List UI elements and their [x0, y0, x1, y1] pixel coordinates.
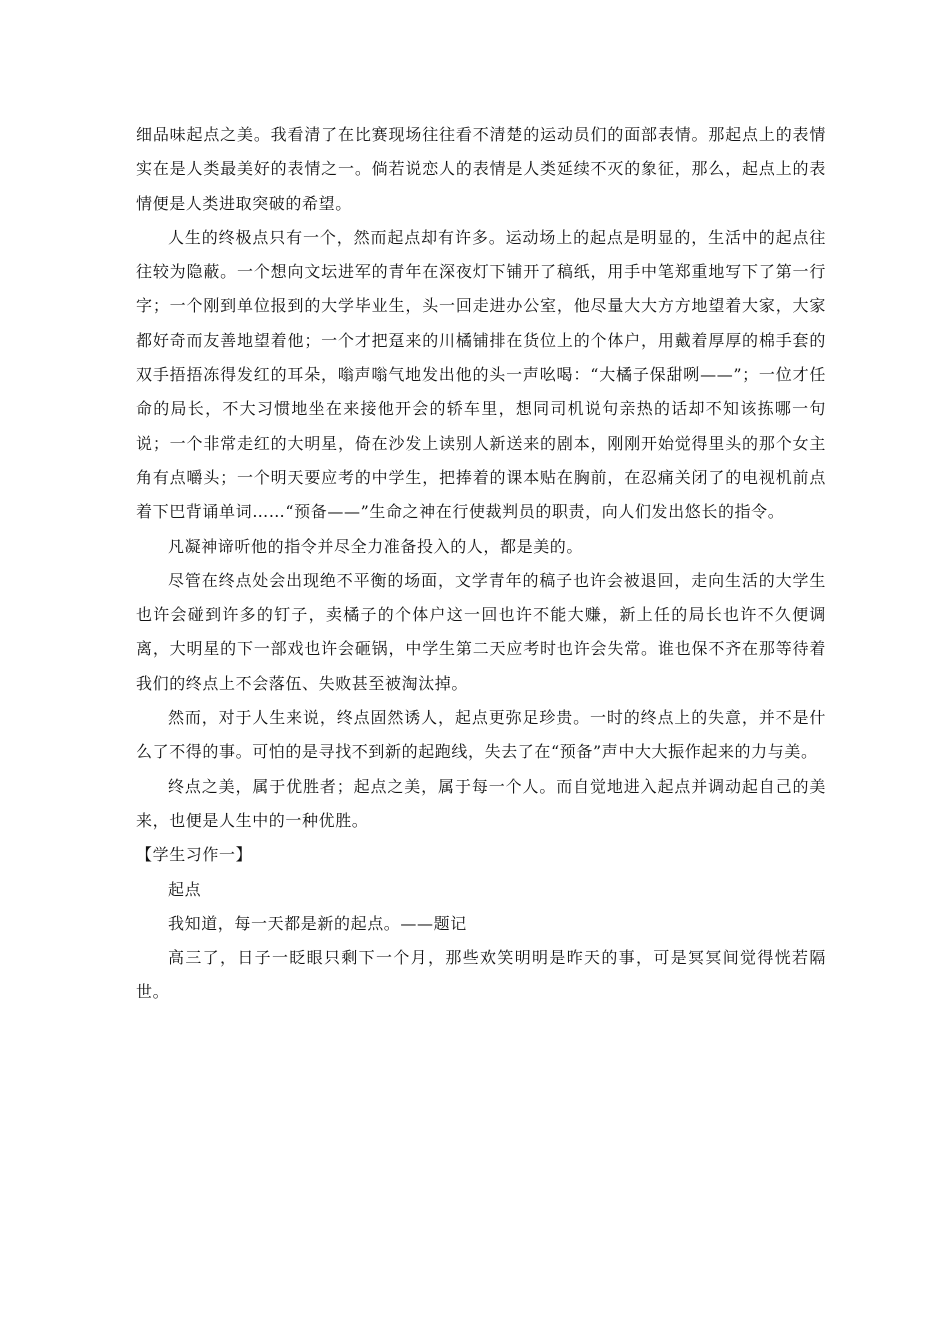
paragraph: 尽管在终点处会出现绝不平衡的场面，文学青年的稿子也许会被退回，走向生活的大学生也许会碰到许多的钉子，卖橘子的个体户这一回也许不能大赚，新上任的局长也许不久便调离，大明星的下一部戏也许会砸锅，中学生第二天应考时也许会失常。谁也保不齐在那等待着我们的终点上不会落伍、失败甚至被淘汰掉。 — [136, 570, 826, 693]
paragraph: 凡凝神谛听他的指令并尽全力准备投入的人，都是美的。 — [168, 536, 584, 556]
essay-title: 起点 — [168, 879, 202, 899]
essay-paragraph: 高三了，日子一眨眼只剩下一个月，那些欢笑明明是昨天的事，可是冥冥间觉得恍若隔世。 — [136, 948, 826, 1002]
section-heading: 【学生习作一】 — [136, 845, 253, 865]
paragraph-continued: 细品味起点之美。我看清了在比赛现场往往看不清楚的运动员们的面部表情。那起点上的表情实在是人类最美好的表情之一。倘若说恋人的表情是人类延续不灭的象征，那么，起点上的表情便是人类进取突破的希望。 — [136, 125, 826, 213]
essay-epigraph: 我知道，每一天都是新的起点。——题记 — [168, 913, 467, 933]
paragraph: 人生的终极点只有一个，然而起点却有许多。运动场上的起点是明显的，生活中的起点往往较为隐蔽。一个想向文坛进军的青年在深夜灯下铺开了稿纸，用手中笔郑重地写下了第一行字；一个刚到单位报到的大学毕业生，头一回走进办公室，他尽量大大方方地望着大家，大家都好奇而友善地望着他；一个才把趸来的川橘铺排在货位上的个体户，用戴着厚厚的棉手套的双手捂捂冻得发红的耳朵，嗡声嗡气地发出他的头一声吆喝：“大橘子保甜咧——”；一位才任命的局长，不大习惯地坐在来接他开会的轿车里，想同司机说句亲热的话却不知该拣哪一句说；一个非常走红的大明星，倚在沙发上读别人新送来的剧本，刚刚开始觉得里头的那个女主角有点嚼头；一个明天要应考的中学生，把捧着的课本贴在胸前，在忍痛关闭了的电视机前点着下巴背诵单词……“预备——”生命之神在行使裁判员的职责，向人们发出悠长的指令。 — [136, 227, 826, 522]
document-page — [136, 118, 826, 1010]
paragraph: 终点之美，属于优胜者；起点之美，属于每一个人。而自觉地进入起点并调动起自己的美来，也便是人生中的一种优胜。 — [136, 776, 826, 830]
paragraph: 然而，对于人生来说，终点固然诱人，起点更弥足珍贵。一时的终点上的失意，并不是什么了不得的事。可怕的是寻找不到新的起跑线，失去了在“预备”声中大大振作起来的力与美。 — [136, 708, 826, 762]
